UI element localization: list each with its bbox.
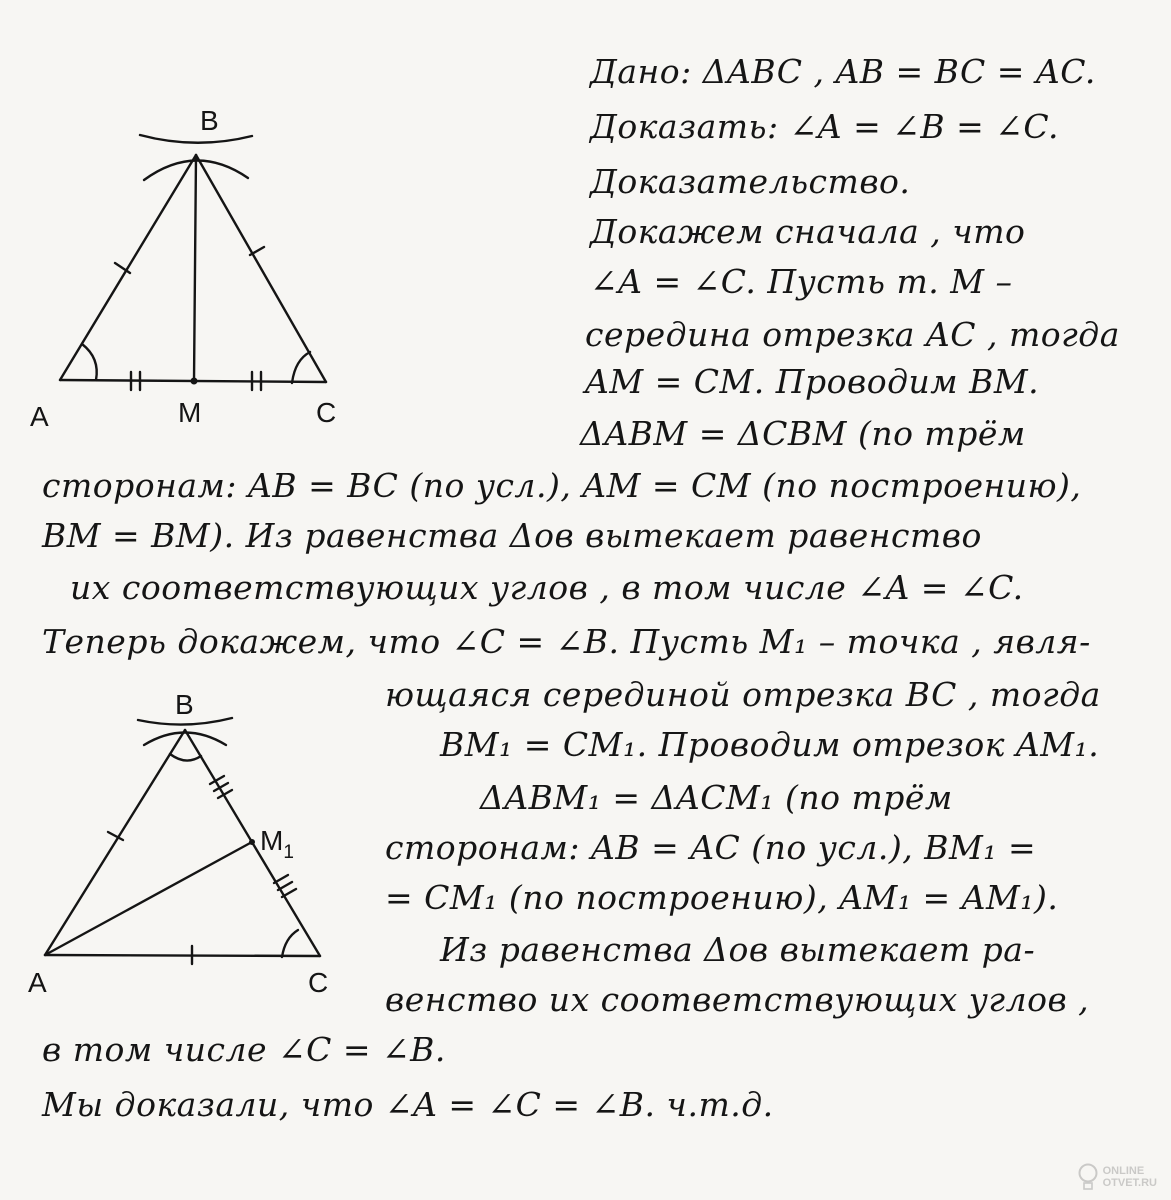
side-bc bbox=[196, 155, 326, 382]
side-ab bbox=[60, 155, 196, 380]
text-line-proof-heading: Доказательство. bbox=[590, 162, 911, 201]
angle-arc-a bbox=[82, 344, 97, 380]
point-m1 bbox=[249, 839, 255, 845]
watermark bbox=[1077, 1162, 1157, 1192]
text-line: ∠A = ∠C. Пусть т. M – bbox=[590, 262, 1013, 301]
text-line-conclusion: Мы доказали, что ∠A = ∠C = ∠B. ч.т.д. bbox=[42, 1085, 774, 1124]
text-line: BM = BM). Из равенства Δов вытекает равенство bbox=[42, 516, 982, 555]
construction-arc bbox=[144, 733, 226, 746]
text-line: середина отрезка AC , тогда bbox=[585, 315, 1120, 354]
tick-m1c-3 bbox=[282, 889, 296, 897]
angle-arc-b bbox=[170, 754, 201, 761]
segment-am1 bbox=[45, 842, 252, 955]
construction-arc bbox=[140, 135, 252, 143]
text-line: ΔABM₁ = ΔACM₁ (по трём bbox=[480, 778, 953, 817]
tick-m1c-1 bbox=[274, 875, 288, 883]
lightbulb-icon bbox=[1077, 1162, 1099, 1192]
text-line: сторонам: AB = AC (по усл.), BM₁ = bbox=[385, 828, 1037, 867]
text-line: в том числе ∠C = ∠B. bbox=[42, 1030, 446, 1069]
angle-arc-c bbox=[292, 352, 310, 383]
text-line: Докажем сначала , что bbox=[590, 212, 1026, 251]
text-line: их соответствующих углов , в том числе ∠A = ∠C. bbox=[70, 568, 1024, 607]
side-ab bbox=[45, 730, 185, 955]
text-line: BM₁ = CM₁. Проводим отрезок AM₁. bbox=[440, 725, 1100, 764]
label-a: A bbox=[28, 967, 47, 998]
text-line: AM = CM. Проводим BM. bbox=[585, 362, 1040, 401]
text-line: Теперь докажем, что ∠C = ∠B. Пусть M₁ – точка , явля- bbox=[42, 622, 1091, 661]
text-line: ΔABM = ΔCBM (по трём bbox=[580, 414, 1026, 453]
text-line: = CM₁ (по построению), AM₁ = AM₁). bbox=[385, 878, 1059, 917]
text-line-given: Дано: ΔABC , AB = BC = AC. bbox=[590, 52, 1096, 91]
point-m bbox=[191, 378, 198, 385]
median-bm bbox=[194, 155, 196, 381]
text-line: ющаяся серединой отрезка BC , тогда bbox=[385, 675, 1101, 714]
tick-m1c-2 bbox=[278, 882, 292, 890]
label-b: B bbox=[200, 105, 219, 136]
label-a: A bbox=[30, 401, 49, 432]
text-line-prove: Доказать: ∠A = ∠B = ∠C. bbox=[590, 107, 1059, 146]
label-c: C bbox=[308, 967, 329, 998]
label-m1: $M_1$ bbox=[260, 825, 294, 863]
text-line: сторонам: AB = BC (по усл.), AM = CM (по построению), bbox=[42, 466, 1082, 505]
text-line: венство их соответствующих углов , bbox=[385, 980, 1090, 1019]
label-c: C bbox=[316, 397, 337, 428]
text-line: Из равенства Δов вытекает ра- bbox=[440, 930, 1036, 969]
figure-triangle-abc-segment-am1 bbox=[20, 690, 380, 1010]
label-m: M bbox=[178, 397, 202, 428]
side-ac bbox=[45, 955, 320, 956]
label-b: B bbox=[175, 690, 194, 720]
angle-arc-c bbox=[282, 930, 298, 957]
figure-triangle-abc-median bbox=[20, 100, 380, 440]
watermark-line1: ONLINE bbox=[1102, 1165, 1145, 1177]
watermark-line2: OTVET.RU bbox=[1102, 1177, 1157, 1189]
